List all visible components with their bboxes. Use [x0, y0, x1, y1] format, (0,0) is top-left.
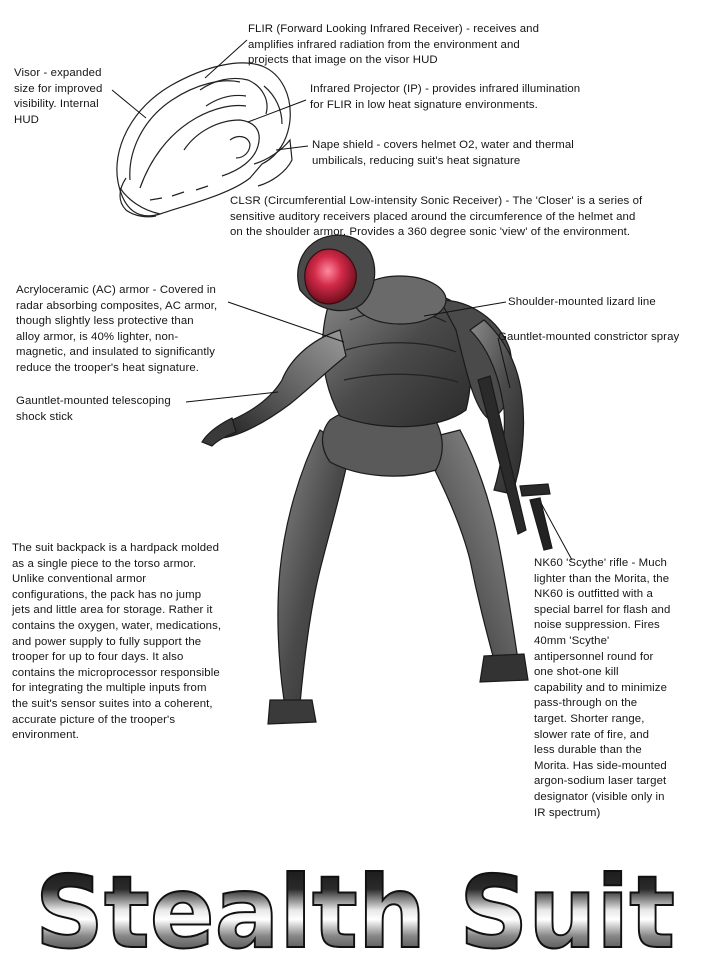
annotation-line: argon-sodium laser target	[534, 775, 667, 788]
annotation-line: Morita. Has side-mounted	[534, 759, 667, 772]
annotation-line: Shoulder-mounted lizard line	[508, 296, 656, 308]
annotation-line: for FLIR in low heat signature environments.	[310, 98, 538, 111]
annotation-line: on the shoulder armor. Provides a 360 degree sonic 'view' of the environment.	[230, 226, 631, 239]
annotation-line: Acryloceramic (AC) armor - Covered in	[16, 284, 216, 296]
nape-annotation	[312, 138, 574, 169]
ac-armor-annotation	[16, 283, 217, 377]
annotation-line: contains the oxygen, water, medications,	[12, 619, 222, 632]
annotation-line: lighter than the Morita, the	[534, 572, 670, 585]
backpack-annotation	[12, 541, 221, 744]
annotation-line: trooper for up to four days. It also	[12, 651, 184, 664]
annotation-line: contains the microprocessor responsible	[12, 666, 220, 679]
annotation-line: umbilicals, reducing suit's heat signature	[312, 154, 521, 167]
annotation-line: Infrared Projector (IP) - provides infrared illumination	[310, 83, 581, 95]
annotation-line: HUD	[14, 113, 39, 126]
annotation-line: projects that image on the visor HUD	[248, 54, 438, 67]
annotation-line: sensitive auditory receivers placed around the circumference of the helmet and	[230, 210, 636, 223]
constrictor-spray-annotation	[498, 330, 679, 346]
annotation-line: magnetic, and insulated to significantly	[16, 346, 216, 359]
page-title-graphic	[0, 855, 710, 968]
annotation-line: Gauntlet-mounted constrictor spray	[498, 331, 680, 343]
annotation-line: The suit backpack is a hardpack molded	[12, 542, 220, 554]
annotation-line: noise suppression. Fires	[534, 619, 660, 632]
annotation-line: 40mm 'Scythe'	[534, 634, 610, 647]
annotation-line: and power supply to fully support the	[12, 635, 202, 648]
annotation-line: for integrating the multiple inputs from	[12, 682, 207, 695]
flir-annotation	[248, 22, 539, 69]
annotation-line: environment.	[12, 729, 80, 742]
annotation-line: IR spectrum)	[534, 806, 601, 819]
annotation-line: configurations, the pack has no jump	[12, 588, 202, 601]
ip-annotation	[310, 82, 580, 113]
annotation-line: size for improved	[14, 82, 103, 95]
annotation-line: jets and little area for storage. Rather it	[12, 604, 213, 617]
annotation-line: Visor - expanded	[14, 67, 102, 79]
annotation-line: NK60 is outfitted with a	[534, 588, 653, 601]
annotation-line: the suit's sensor suites into a coherent,	[12, 697, 213, 710]
shock-stick-annotation	[16, 394, 171, 425]
page-title: Stealth Suit	[35, 855, 675, 968]
annotation-line: antipersonnel round for	[534, 650, 654, 663]
annotation-line: radar absorbing composites, AC armor,	[16, 299, 218, 312]
rifle-annotation	[534, 556, 670, 821]
annotation-line: NK60 'Scythe' rifle - Much	[534, 557, 667, 569]
annotation-line: accurate picture of the trooper's	[12, 713, 176, 726]
annotation-line: designator (visible only in	[534, 790, 665, 803]
annotation-line: special barrel for flash and	[534, 603, 671, 616]
annotation-line: pass-through on the	[534, 697, 638, 710]
clsr-annotation	[230, 194, 642, 241]
annotation-line: visibility. Internal	[14, 98, 99, 111]
annotation-line: target. Shorter range,	[534, 712, 645, 725]
annotation-line: as a single piece to the torso armor.	[12, 557, 197, 570]
armored-trooper-figure-icon	[202, 235, 552, 724]
annotation-line: one shot-one kill	[534, 666, 619, 679]
annotation-line: FLIR (Forward Looking Infrared Receiver) - receives and	[248, 23, 540, 35]
annotation-line: though slightly less protective than	[16, 315, 194, 328]
annotation-line: slower rate of fire, and	[534, 728, 650, 741]
annotation-line: alloy armor, is 40% lighter, non-	[16, 330, 179, 343]
annotation-line: reduce the trooper's heat signature.	[16, 361, 200, 374]
annotation-line: CLSR (Circumferential Low-intensity Sonic Receiver) - The 'Closer' is a series of	[230, 195, 643, 207]
annotation-line: shock stick	[16, 410, 73, 423]
annotation-line: Unlike conventional armor	[12, 573, 147, 586]
annotation-line: Nape shield - covers helmet O2, water and thermal	[312, 139, 574, 151]
annotation-line: capability and to minimize	[534, 681, 668, 694]
lizard-line-annotation	[508, 295, 656, 311]
annotation-line: Gauntlet-mounted telescoping	[16, 395, 171, 407]
visor-annotation	[14, 66, 102, 128]
annotation-line: amplifies infrared radiation from the environment and	[248, 38, 520, 51]
annotation-line: less durable than the	[534, 744, 642, 757]
